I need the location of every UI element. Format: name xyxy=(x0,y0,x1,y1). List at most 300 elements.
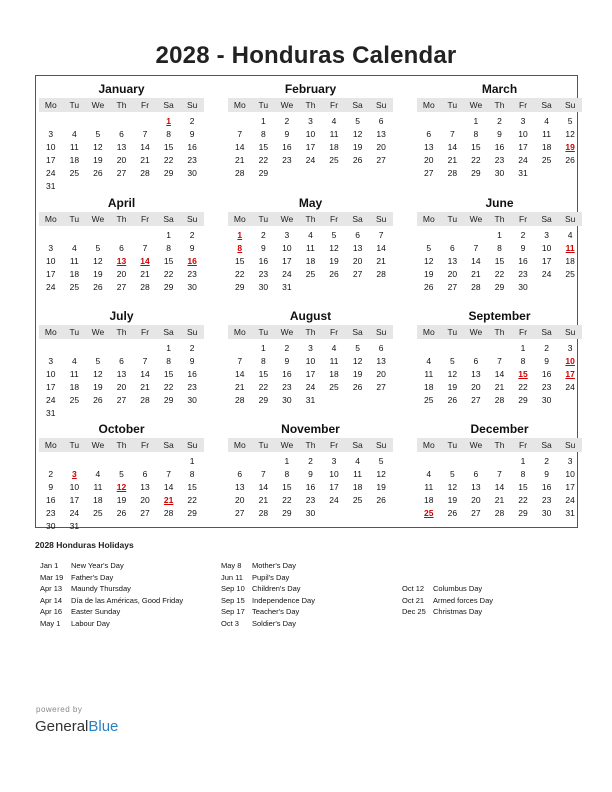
weekday-label: We xyxy=(469,440,483,450)
day-cell: 26 xyxy=(447,508,458,518)
day-cell: 10 xyxy=(541,243,552,253)
day-cell: 10 xyxy=(69,482,80,492)
day-cell: 21 xyxy=(140,382,150,392)
day-cell: 2 xyxy=(520,230,526,240)
holiday-name: Maundy Thursday xyxy=(71,584,131,594)
day-cell: 26 xyxy=(93,168,103,178)
day-cell: 28 xyxy=(376,269,386,279)
week-row xyxy=(228,154,393,167)
week-row xyxy=(417,242,582,255)
holiday-name: Independence Day xyxy=(252,595,315,605)
week-row xyxy=(228,481,393,494)
day-cell: 8 xyxy=(473,129,479,139)
day-cell: 15 xyxy=(235,256,245,266)
day-cell: 27 xyxy=(376,382,386,392)
day-cell: 8 xyxy=(189,469,195,479)
weekday-label: Su xyxy=(375,327,387,337)
day-cell: 12 xyxy=(329,243,339,253)
day-cell: 21 xyxy=(494,495,505,505)
empty-cell xyxy=(86,180,110,193)
day-cell: 1 xyxy=(497,230,502,240)
month-name: February xyxy=(284,82,337,96)
day-cell: 15 xyxy=(258,142,269,152)
day-cell: 25 xyxy=(541,155,552,165)
day-cell: 23 xyxy=(187,269,197,279)
empty-cell xyxy=(488,455,512,468)
weekday-label: Mo xyxy=(422,327,435,337)
day-cell: 28 xyxy=(471,282,481,292)
month-april xyxy=(39,195,204,294)
day-cell: 8 xyxy=(284,469,290,479)
week-row xyxy=(417,268,582,281)
weekday-label: Fr xyxy=(330,100,339,110)
day-cell: 12 xyxy=(116,482,127,492)
week-row xyxy=(228,281,393,294)
day-cell: 15 xyxy=(518,482,528,492)
day-cell: 14 xyxy=(376,243,386,253)
day-cell: 5 xyxy=(426,243,432,253)
holiday-date: May 8 xyxy=(221,561,242,570)
weekday-header xyxy=(417,212,582,226)
empty-cell xyxy=(39,115,63,128)
day-cell: 11 xyxy=(353,469,362,479)
day-cell: 3 xyxy=(567,456,573,466)
weekday-label: Sa xyxy=(541,100,552,110)
month-name: May xyxy=(298,196,323,210)
weekday-label: Sa xyxy=(352,327,363,337)
day-cell: 22 xyxy=(163,382,174,392)
day-cell: 11 xyxy=(424,482,434,492)
day-cell: 28 xyxy=(258,508,269,518)
weekday-label: Tu xyxy=(69,440,80,450)
holiday-name: Pupil's Day xyxy=(252,572,290,582)
day-cell: 9 xyxy=(48,482,54,492)
week-row xyxy=(417,355,582,368)
day-cell: 2 xyxy=(284,343,290,353)
month-september xyxy=(417,308,582,407)
month-march xyxy=(417,81,582,180)
day-cell: 29 xyxy=(282,508,292,518)
day-cell: 2 xyxy=(497,116,502,126)
weekday-label: Su xyxy=(186,440,198,450)
week-row xyxy=(39,268,204,281)
day-cell: 14 xyxy=(494,369,505,379)
day-cell: 8 xyxy=(260,129,266,139)
weekday-header xyxy=(228,438,393,452)
day-cell: 9 xyxy=(497,129,502,139)
day-cell: 18 xyxy=(93,495,103,505)
weekday-label: Sa xyxy=(163,327,174,337)
weekday-label: Fr xyxy=(519,327,528,337)
day-cell: 13 xyxy=(471,369,481,379)
holiday-item xyxy=(216,618,315,630)
day-cell: 7 xyxy=(449,129,455,139)
day-cell: 5 xyxy=(449,356,455,366)
day-cell: 22 xyxy=(518,495,528,505)
weekday-label: Sa xyxy=(352,214,363,224)
day-cell: 28 xyxy=(140,168,150,178)
holiday-name: Labour Day xyxy=(71,618,110,628)
day-cell: 9 xyxy=(520,243,526,253)
week-row xyxy=(39,494,204,507)
day-cell: 26 xyxy=(329,269,339,279)
day-cell: 24 xyxy=(329,495,339,505)
weekday-label: We xyxy=(280,440,294,450)
empty-cell xyxy=(299,167,323,180)
day-cell: 31 xyxy=(565,508,575,518)
day-cell: 21 xyxy=(235,155,245,165)
day-cell: 2 xyxy=(48,469,54,479)
week-row xyxy=(228,342,393,355)
day-cell: 25 xyxy=(329,155,339,165)
weekday-label: Tu xyxy=(69,214,80,224)
day-cell: 20 xyxy=(471,382,481,392)
day-cell: 3 xyxy=(544,230,549,240)
day-cell: 18 xyxy=(329,369,339,379)
weekday-label: We xyxy=(469,327,483,337)
empty-cell xyxy=(157,180,181,193)
week-row xyxy=(417,229,582,242)
day-cell: 7 xyxy=(473,243,479,253)
day-cell: 20 xyxy=(116,382,127,392)
day-cell: 7 xyxy=(166,469,171,479)
day-cell: 27 xyxy=(116,168,127,178)
week-row xyxy=(228,355,393,368)
day-cell: 10 xyxy=(565,469,575,479)
day-cell: 27 xyxy=(235,508,245,518)
day-cell: 16 xyxy=(46,495,56,505)
day-cell: 13 xyxy=(140,482,150,492)
month-name: December xyxy=(470,422,529,436)
day-cell: 8 xyxy=(260,356,266,366)
week-row xyxy=(417,394,582,407)
calendar-grid xyxy=(35,75,578,531)
day-cell: 18 xyxy=(69,382,80,392)
day-cell: 11 xyxy=(306,243,315,253)
day-cell: 12 xyxy=(376,469,386,479)
week-row xyxy=(39,342,204,355)
weekday-label: Th xyxy=(116,440,127,450)
day-cell: 10 xyxy=(305,129,316,139)
day-cell: 8 xyxy=(520,469,526,479)
week-row xyxy=(39,141,204,154)
day-cell: 9 xyxy=(284,356,290,366)
day-cell: 20 xyxy=(352,256,363,266)
day-cell: 29 xyxy=(494,282,505,292)
weekday-label: Tu xyxy=(447,327,458,337)
empty-cell xyxy=(180,180,204,193)
day-cell: 16 xyxy=(187,142,197,152)
day-cell: 26 xyxy=(352,382,363,392)
day-cell: 17 xyxy=(69,495,80,505)
holiday-date: Apr 16 xyxy=(40,607,63,617)
day-cell: 31 xyxy=(46,181,56,191)
day-cell: 19 xyxy=(447,382,458,392)
weekday-label: We xyxy=(91,100,105,110)
day-cell: 11 xyxy=(69,256,79,266)
day-cell: 25 xyxy=(329,382,339,392)
day-cell: 27 xyxy=(140,508,150,518)
empty-cell xyxy=(346,394,370,407)
weekday-label: Su xyxy=(375,100,387,110)
empty-cell xyxy=(133,229,157,242)
weekday-label: We xyxy=(469,100,483,110)
weekday-label: We xyxy=(91,327,105,337)
day-cell: 27 xyxy=(116,282,127,292)
day-cell: 22 xyxy=(258,382,269,392)
day-cell: 21 xyxy=(258,495,269,505)
day-cell: 16 xyxy=(494,142,505,152)
week-row xyxy=(417,381,582,394)
day-cell: 16 xyxy=(187,256,197,266)
week-row xyxy=(228,128,393,141)
day-cell: 11 xyxy=(329,356,339,366)
day-cell: 12 xyxy=(424,256,434,266)
day-cell: 4 xyxy=(544,116,549,126)
week-row xyxy=(228,242,393,255)
holiday-name: Children's Day xyxy=(252,584,301,594)
week-row xyxy=(417,368,582,381)
weekday-label: Tu xyxy=(258,100,269,110)
week-row xyxy=(39,368,204,381)
day-cell: 1 xyxy=(260,343,266,353)
month-name: April xyxy=(107,196,136,210)
weekday-label: Su xyxy=(186,100,198,110)
day-cell: 21 xyxy=(494,382,505,392)
empty-cell xyxy=(417,229,441,242)
day-cell: 13 xyxy=(376,129,386,139)
week-row xyxy=(417,281,582,294)
day-cell: 12 xyxy=(93,256,103,266)
day-cell: 7 xyxy=(497,356,502,366)
day-cell: 16 xyxy=(282,142,292,152)
day-cell: 4 xyxy=(331,343,337,353)
holiday-name: Easter Sunday xyxy=(71,607,121,617)
day-cell: 29 xyxy=(258,395,269,405)
empty-cell xyxy=(252,455,276,468)
weekday-label: Su xyxy=(186,214,198,224)
day-cell: 23 xyxy=(541,495,552,505)
day-cell: 6 xyxy=(449,243,455,253)
empty-cell xyxy=(417,342,441,355)
day-cell: 18 xyxy=(352,482,363,492)
day-cell: 6 xyxy=(378,343,384,353)
day-cell: 1 xyxy=(520,456,526,466)
week-row xyxy=(39,154,204,167)
empty-cell xyxy=(369,281,393,294)
day-cell: 24 xyxy=(282,269,292,279)
weekday-label: We xyxy=(91,214,105,224)
month-august xyxy=(228,308,393,407)
week-row xyxy=(228,167,393,180)
weekday-label: Mo xyxy=(44,440,57,450)
day-cell: 3 xyxy=(48,356,54,366)
weekday-header xyxy=(39,325,204,339)
day-cell: 13 xyxy=(424,142,434,152)
holiday-name: New Year's Day xyxy=(71,561,124,570)
day-cell: 11 xyxy=(329,129,339,139)
weekday-label: Fr xyxy=(141,100,150,110)
day-cell: 20 xyxy=(447,269,458,279)
day-cell: 20 xyxy=(376,142,386,152)
day-cell: 13 xyxy=(376,356,386,366)
day-cell: 18 xyxy=(424,382,434,392)
week-row xyxy=(417,468,582,481)
weekday-label: Tu xyxy=(69,100,80,110)
day-cell: 13 xyxy=(116,142,127,152)
holiday-date: Apr 13 xyxy=(40,584,63,594)
brand-blue: Blue xyxy=(88,718,119,735)
empty-cell xyxy=(63,115,87,128)
day-cell: 26 xyxy=(116,508,127,518)
empty-cell xyxy=(86,455,110,468)
empty-cell xyxy=(417,455,441,468)
day-cell: 14 xyxy=(447,142,458,152)
empty-cell xyxy=(110,455,134,468)
generalblue-logo[interactable] xyxy=(35,718,118,735)
day-cell: 17 xyxy=(46,382,56,392)
day-cell: 8 xyxy=(237,243,243,253)
week-row xyxy=(39,167,204,180)
day-cell: 11 xyxy=(565,243,575,253)
day-cell: 28 xyxy=(447,168,458,178)
empty-cell xyxy=(86,407,110,420)
holiday-date: Sep 10 xyxy=(221,584,245,594)
day-cell: 25 xyxy=(424,395,434,405)
day-cell: 21 xyxy=(471,269,481,279)
holiday-item xyxy=(216,583,315,595)
day-cell: 19 xyxy=(352,369,363,379)
day-cell: 16 xyxy=(258,256,269,266)
empty-cell xyxy=(133,115,157,128)
week-row xyxy=(39,180,204,193)
weekday-label: Mo xyxy=(233,440,246,450)
day-cell: 31 xyxy=(518,168,528,178)
month-name: July xyxy=(109,309,134,323)
weekday-label: Su xyxy=(564,100,576,110)
day-cell: 2 xyxy=(189,116,195,126)
day-cell: 31 xyxy=(282,282,292,292)
day-cell: 19 xyxy=(329,256,339,266)
day-cell: 22 xyxy=(494,269,505,279)
day-cell: 12 xyxy=(447,369,458,379)
holiday-item xyxy=(216,595,315,607)
week-row xyxy=(228,115,393,128)
month-name: January xyxy=(98,82,145,96)
day-cell: 5 xyxy=(95,129,101,139)
day-cell: 30 xyxy=(187,395,197,405)
day-cell: 4 xyxy=(426,469,432,479)
day-cell: 21 xyxy=(163,495,174,505)
weekday-label: Th xyxy=(305,327,316,337)
day-cell: 5 xyxy=(355,116,360,126)
empty-cell xyxy=(133,180,157,193)
day-cell: 2 xyxy=(284,116,290,126)
day-cell: 6 xyxy=(473,356,479,366)
day-cell: 29 xyxy=(163,282,174,292)
day-cell: 23 xyxy=(518,269,528,279)
holiday-name: Mother's Day xyxy=(252,561,296,570)
weekday-label: Mo xyxy=(422,440,435,450)
week-row xyxy=(228,494,393,507)
holiday-item xyxy=(397,595,493,607)
day-cell: 31 xyxy=(305,395,316,405)
empty-cell xyxy=(63,180,87,193)
week-row xyxy=(39,520,204,533)
day-cell: 4 xyxy=(355,456,360,466)
weekday-label: We xyxy=(91,440,105,450)
holiday-name: Soldier's Day xyxy=(252,618,296,628)
day-cell: 30 xyxy=(541,395,552,405)
holiday-item xyxy=(35,572,183,584)
weekday-label: Su xyxy=(186,327,198,337)
day-cell: 31 xyxy=(46,408,56,418)
day-cell: 20 xyxy=(116,269,127,279)
day-cell: 1 xyxy=(166,116,171,126)
day-cell: 20 xyxy=(235,495,245,505)
day-cell: 16 xyxy=(518,256,528,266)
day-cell: 30 xyxy=(494,168,505,178)
weekday-label: Th xyxy=(494,214,505,224)
holiday-name: Columbus Day xyxy=(433,584,483,593)
day-cell: 13 xyxy=(235,482,245,492)
weekday-label: Fr xyxy=(519,214,528,224)
day-cell: 21 xyxy=(376,256,386,266)
day-cell: 17 xyxy=(46,269,56,279)
day-cell: 24 xyxy=(69,508,80,518)
day-cell: 15 xyxy=(471,142,481,152)
holiday-date: Dec 25 xyxy=(402,607,426,617)
weekday-label: Th xyxy=(305,214,316,224)
day-cell: 5 xyxy=(355,343,360,353)
day-cell: 21 xyxy=(235,382,245,392)
day-cell: 7 xyxy=(142,243,148,253)
empty-cell xyxy=(346,281,370,294)
day-cell: 2 xyxy=(544,456,549,466)
day-cell: 27 xyxy=(471,508,481,518)
day-cell: 29 xyxy=(235,282,245,292)
day-cell: 6 xyxy=(119,356,124,366)
day-cell: 7 xyxy=(237,356,243,366)
empty-cell xyxy=(322,281,346,294)
day-cell: 9 xyxy=(308,469,313,479)
day-cell: 22 xyxy=(282,495,292,505)
holiday-date: Oct 12 xyxy=(402,584,425,593)
day-cell: 17 xyxy=(565,482,575,492)
week-row xyxy=(417,141,582,154)
day-cell: 17 xyxy=(565,369,575,379)
weekday-label: Su xyxy=(375,214,387,224)
day-cell: 22 xyxy=(471,155,481,165)
weekday-label: Fr xyxy=(519,440,528,450)
holiday-name: Armed forces Day xyxy=(433,595,494,605)
day-cell: 4 xyxy=(567,230,573,240)
day-cell: 15 xyxy=(163,256,174,266)
empty-cell xyxy=(133,407,157,420)
day-cell: 5 xyxy=(378,456,384,466)
week-row xyxy=(39,128,204,141)
day-cell: 21 xyxy=(140,155,150,165)
day-cell: 6 xyxy=(119,243,124,253)
holiday-item xyxy=(216,572,315,584)
day-cell: 20 xyxy=(471,495,481,505)
day-cell: 1 xyxy=(237,230,243,240)
day-cell: 30 xyxy=(46,521,56,531)
day-cell: 24 xyxy=(46,282,56,292)
day-cell: 29 xyxy=(518,508,528,518)
day-cell: 24 xyxy=(518,155,528,165)
day-cell: 17 xyxy=(305,369,316,379)
